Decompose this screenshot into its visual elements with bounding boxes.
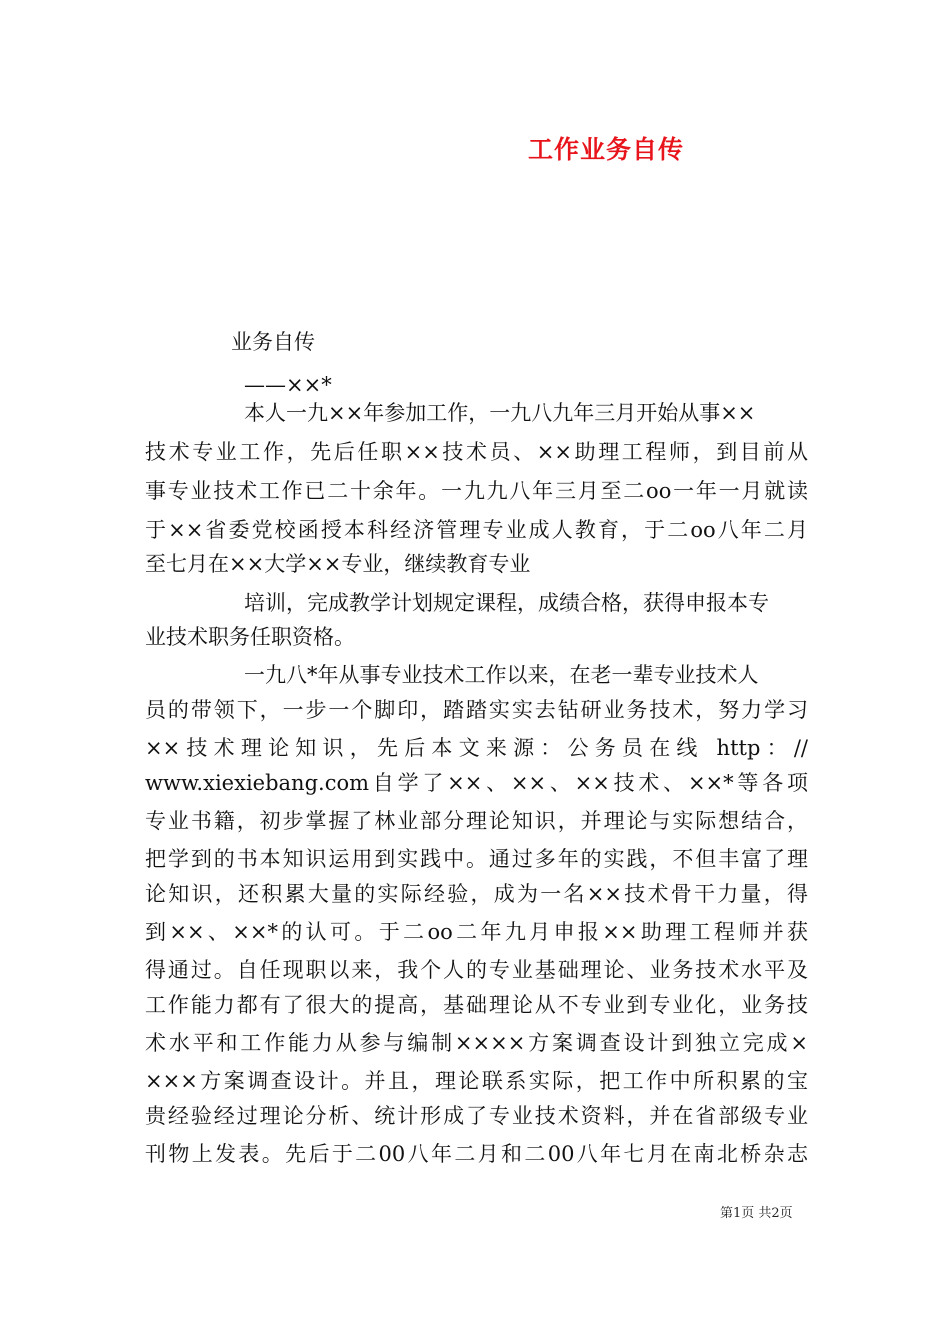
body-line: ×××方案调查设计。并且，理论联系实际，把工作中所积累的宝 [145, 1069, 808, 1093]
body-line: 术水平和工作能力从参与编制××××方案调查设计到独立完成× [145, 1031, 808, 1055]
body-line: 工作能力都有了很大的提高，基础理论从不专业到专业化，业务技 [145, 993, 808, 1017]
page-number-footer: 第1页 共2页 [720, 1206, 793, 1221]
body-line: 论知识，还积累大量的实际经验，成为一名××技术骨干力量，得 [145, 882, 808, 906]
body-line: 本人一九××年参加工作，一九八九年三月开始从事×× [244, 401, 756, 425]
body-line: 技术专业工作，先后任职××技术员、××助理工程师，到目前从 [145, 440, 808, 464]
body-line: www.xiexiebang.com自学了××、××、××技术、××*等各项 [145, 771, 808, 795]
body-line: 业技术职务任职资格。 [145, 625, 355, 649]
document-subtitle: 业务自传 [231, 330, 315, 354]
body-line: 到××、××*的认可。于二oo二年九月申报××助理工程师并获 [145, 920, 808, 944]
body-line: ××技术理论知识，先后本文来源：公务员在线 http：// [145, 736, 808, 760]
document-title: 工作业务自传 [528, 135, 685, 164]
body-line: 专业书籍，初步掌握了林业部分理论知识，并理论与实际想结合， [145, 809, 808, 833]
body-line: 培训，完成教学计划规定课程，成绩合格，获得申报本专 [244, 591, 769, 615]
body-line: 至七月在××大学××专业，继续教育专业 [145, 552, 531, 576]
body-line: 刊物上发表。先后于二00八年二月和二00八年七月在南北桥杂志 [145, 1142, 808, 1166]
body-line: 贵经验经过理论分析、统计形成了专业技术资料，并在省部级专业 [145, 1104, 808, 1128]
body-line: 于××省委党校函授本科经济管理专业成人教育，于二oo八年二月 [145, 518, 808, 542]
body-line: 把学到的书本知识运用到实践中。通过多年的实践，不但丰富了理 [145, 847, 808, 871]
body-line: 事专业技术工作已二十余年。一九九八年三月至二oo一年一月就读 [145, 479, 808, 503]
document-author: ——××* [244, 373, 332, 397]
body-line: 员的带领下，一步一个脚印，踏踏实实去钻研业务技术，努力学习 [145, 698, 808, 722]
body-line: 得通过。自任现职以来，我个人的专业基础理论、业务技术水平及 [145, 958, 808, 982]
body-line: 一九八*年从事专业技术工作以来，在老一辈专业技术人 [244, 663, 759, 687]
